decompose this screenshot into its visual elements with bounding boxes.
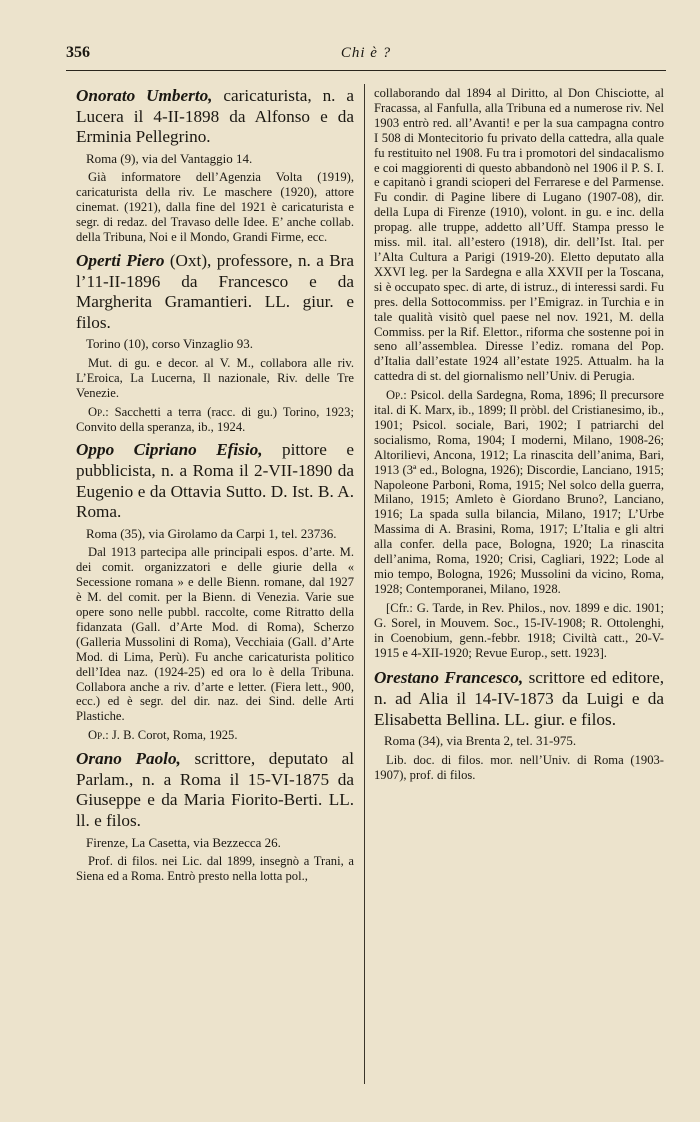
entry-bio: Lib. doc. di filos. mor. nell’Univ. di Roma (1903-1907), prof. di filos. [374,752,664,782]
left-column [76,86,354,890]
entry-onorato-umberto [76,86,354,245]
entry-intro: scrittore ed editore, n. ad Alia il 14-IV-1873 da Luigi e da Elisabetta Bellina. LL. giur. e filos. [374,668,664,729]
right-column [374,86,664,789]
works-text: Psicol. della Sardegna, Roma, 1896; Il precursore ital. di K. Marx, ib., 1899; Il pròbl. del Cristianesimo, ib., 1901; Psicol. sociale, Bari, 1902; I patriarchi del socialismo, Roma, 1904; I moderni, Milano, 1908-26; Altorilievi, Ancona, 1912; La rinascita dell’anima, Bari, 1913 (3ª ed., Bologna, 1926); Discordie, Lanciano, 1915; Napoleone Parboni, Roma, 1915; Nel solco della guerra, Milano, 1915; Amleto è Giordano Bruno?, Lanciano, 1916; La spada sulla bilancia, Milano, 1917; L’Urbe Massima di A. Brasini, Roma, 1917; L’Italia e gli altri alla confer. della pace, Bologna, 1920; La rinascita dell’anima, Roma, 1920; Crisi, Cagliari, 1922; Lode al mio tempo, Bologna, 1926; Mussolini da vicino, Roma, 1928; Contemporanei, Milano, 1928. [374,388,665,596]
entry-address: Torino (10), corso Vinzaglio 93. [86,336,254,352]
entry-name: Oppo Cipriano Efisio, [76,440,263,460]
entry-heading [374,668,664,730]
entry-intro: pittore e pubblicista, n. a Roma il 2-VII-1890 da Eugenio e da Ottavia Sutto. D. Ist. B. A. Roma. [76,440,354,522]
entry-bio: Già informatore dell’Agenzia Volta (1919), caricaturista della riv. Le maschere (1920), attore cinemat. (1921), dalla fine del 1921 è caricaturista e segr. di redaz. del Travaso delle Idee. E’ anche collab. della Tribuna, Noi e il Mondo, Grandi Firme, ecc. [76,170,354,244]
entry-bio-continued: collaborando dal 1894 al Diritto, al Don Chisciotte, al Fracassa, al Fanfulla, alla Tribuna ed a numerose riv. Nel 1903 entrò red. all’Avanti! e per la sua campagna contro I 508 di Montecitorio fu privato della cattedra, alla quale fu restituito nel 1908. Fu tra i promotori del sindacalismo e coi maggiorenti di questo abbandonò nel 1906 il P. S. I. e capitanò i grandi scioperi del Ferrarese e del Parmense. Fu condir. di Pagine libere di Lugano (1907-08), dir. della Lupa di Firenze (1910), volont. in gu. e inc. della propag. alle truppe, addetto all’Uff. Stampa presso le miss. mil. ital. all’estero (1918), dir. dell’Ist. Ital. per l’Alta Cultura a Parigi (1919-20). Eletto deputato alla XXVI leg. per la Sardegna e alla XXVII per la Toscana, si è occupato spec. di arte, di istruz., di interessi sardi. Fu pres. della Sottocommiss. per l’Emigraz. in Turchia e in tale qualità visitò quel paese nel nov. 1921, M. della Commiss. per la Rif. Elettor., riforma che sostenne poi in seno all’assemblea. Diresse l’ediz. romana del Pop. d’Italia dall’estate 1924 all’estate 1925. Attualm. ha la cattedra di st. del giornalismo nell’Univ. di Perugia. [374,86,664,384]
entry-bio: Mut. di gu. e decor. al V. M., collabora alle riv. L’Eroica, La Lucerna, Il nazionale, Riv. delle Tre Venezie. [76,355,354,400]
page-header [66,44,666,66]
works-label: Op.: [88,404,109,419]
entry-address: Roma (9), via del Vantaggio 14. [86,150,253,166]
column-divider [364,84,365,1084]
entry-address: Roma (34), via Brenta 2, tel. 31-975. [384,733,577,749]
entry-intro: scrittore, deputato al Parlam., n. a Roma il 15-VI-1875 da Giuseppe e da Maria Fiorito-Berti. LL. ll. e filos. [76,749,355,830]
entry-heading [76,440,354,522]
works-text: J. B. Corot, Roma, 1925. [111,728,238,743]
entry-name: Orano Paolo, [76,749,181,769]
entry-name: Operti Piero [76,250,165,270]
entry-address: Firenze, La Casetta, via Bezzecca 26. [86,834,281,850]
entry-orestano-francesco [374,668,664,782]
page-number: 356 [66,44,90,61]
entry-heading [76,749,354,831]
entry-intro: caricaturista, n. a Lucera il 4-II-1898 da Alfonso e da Erminia Pellegrino. [76,86,354,147]
entry-references: [Cfr.: G. Tarde, in Rev. Philos., nov. 1899 e dic. 1901; G. Sorel, in Mouvem. Soc., 15-IV-1908; R. Ottolenghi, in Coenobium, genn.-febbr. 1918; Civiltà catt., 20-V-1915 e 4-XII-1920; Revue Europ., sett. 1923]. [374,600,664,660]
entry-address: Roma (35), via Girolamo da Carpi 1, tel. 23736. [86,525,337,541]
entry-name: Onorato Umberto, [76,86,213,105]
entry-name: Orestano Francesco, [374,668,524,688]
entry-heading [76,86,354,148]
works-text: Sacchetti a terra (racc. di gu.) Torino, 1923; Convito della speranza, ib., 1924. [76,404,354,434]
entry-intro: (Oxt), professore, n. a Bra l’11-II-1896 da Francesco e da Margherita Gramantieri. LL. giur. e filos. [76,250,355,332]
entry-heading [76,251,354,333]
running-title: Chi è ? [340,45,392,61]
works-label: Op.: [88,728,109,743]
entry-operti-piero [76,251,354,435]
works-label: Op.: [386,388,407,403]
entry-works [76,728,354,743]
entry-oppo-cipriano [76,440,354,743]
entry-works [76,405,354,435]
entry-orano-paolo [76,749,354,884]
header-rule [66,70,666,71]
entry-works [374,388,664,597]
entry-bio: Prof. di filos. nei Lic. dal 1899, insegnò a Trani, a Siena ed a Roma. Entrò presto nella lotta pol., [76,854,354,884]
entry-bio: Dal 1913 partecipa alle principali espos. d’arte. M. dei comit. organizzatori e delle giurie della « Secessione romana » e delle Bienn. romane, dal 1927 è M. del comit. per la Bienn. di Venezia. Varie sue opere sono nelle pubbl. raccolte, come Ritratto della fidanzata (Gall. d’Arte Mod. di Roma), Scherzo (Galleria Mussolini di Roma), Vecchiaia (Gall. d’Arte Mod. di Lima, Perù). Fu anche caricaturista politico dell’Idea naz. (1924-25) ed ora lo è della Tribuna. Collabora anche a riv. d’arte e letter. (Fiera lett., 900, ecc.) ed è segr. del dir. naz. dei Sind. delle Arti Plastiche. [76,545,354,724]
